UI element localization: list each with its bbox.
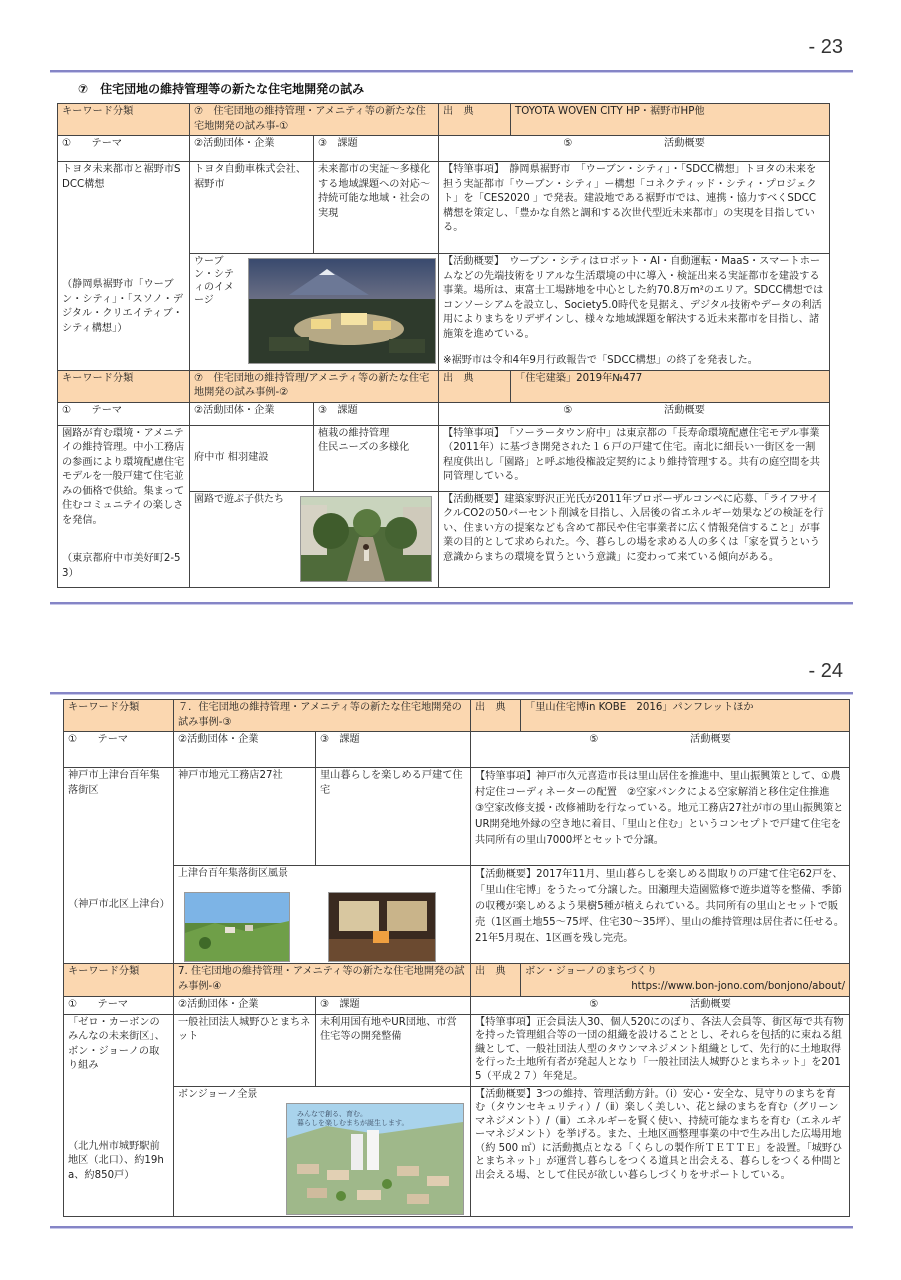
case3-photo-caption: 上津台百年集落街区風景 [178, 868, 288, 879]
page-number: - 24 [808, 660, 843, 682]
case1-activity: 【活動概要】 ウーブン・シティはロボット・AI・自動運転・MaaS・スマートホームなどの先端技術をリアルな生活環境の中に導入・検証出来る実証都市を建設する事業。場所は、東富士工場跡地を中心とした約70.8万m²のエリア。SDCC構想ではコンソーシアムを設立し、Society5.0時代を見据え、デジタル技術やデータの利活用によりまちをリデザインし、様々な地域課題を解決する近未来都市を目指し、諸施策を進めている。 [443, 256, 824, 340]
theme-label: ① テーマ [58, 402, 190, 425]
top-rule [50, 70, 853, 73]
summary-label: ⑤ 活動概要 [439, 136, 830, 162]
keyword-label: キーワード分類 [64, 964, 174, 997]
theme-label: ① テーマ [64, 732, 174, 768]
summary-label: ⑤ 活動概要 [471, 732, 850, 768]
case4-source: ボン・ジョーノのまちづくり [525, 966, 657, 977]
case1-location: （静岡県裾野市「ウーブン・シティ」・「スソノ・デジタル・クリエイティブ・シティ構想」） [62, 279, 184, 334]
source-label: 出 典 [439, 104, 511, 136]
case2-category: ⑦ 住宅団地の維持管理/アメニティ等の新たな住宅地開発の試み事例-② [190, 370, 439, 402]
case2-issue: 植栽の維持管理 住民ニーズの多様化 [314, 425, 439, 491]
case4-photo-cell [174, 1086, 471, 1216]
case3-activity: 【活動概要】2017年11月、里山暮らしを楽しめる間取りの戸建て住宅62戸を、「里山住宅博」をうたって分譲した。田瀬理夫造園監修で遊歩道等を整備、季節の収穫が楽しめるよう果樹5種が植えられている。共同所有の里山とセットで販売（1区画土地55～75坪、住宅30～35坪）、里山の維持管理は居住者に任せる。21年5月現在、1区画を残し完売。 [471, 866, 850, 964]
case1-note: ※裾野市は令和4年9月行政報告で「SDCC構想」の終了を発表した。 [443, 355, 758, 366]
case3-theme-cell [64, 768, 174, 964]
case2-feature: 【特筆事項】 「ソーラータウン府中」は東京都の「長寿命環境配慮住宅モデル事業（2011年）に基づき開発された１６戸の戸建て住宅。南北に細長い一街区を一割程度供出し「園路」と呼ぶ地役権設定契約により維持管理する。共有の庭空間を共同管理している。 [439, 425, 830, 491]
case1-issue: 未来都市の実証～多様化する地域課題への対応～持続可能な地域・社会の実現 [314, 162, 439, 254]
case2-photo-cell [190, 491, 439, 587]
case4-activity: 【活動概要】3つの維持、管理活動方針。（ⅰ）安心・安全な、見守りのまちを育む（タウンセキュリティ）/（ⅱ）楽しく美しい、花と緑のまちを育む（グリーンマネジメント）/（ⅲ）エネルギーを賢く使い、持続可能なまちを育む（エネルギーマネジメント）を挙げる。また、土地区画整理事業の中で生み出した広場用地（約 500 ㎡）に活動拠点となる「くらしの製作所ＴＥＴＴＥ」を設置。「城野ひとまちネット」が運営し暮らしをつくる道具と出会える、暮らしをつくる仲間と出会える場、として住民が欲しい暮らしづくりをサポートしている。 [471, 1086, 850, 1216]
case2-photo-caption: 園路で遊ぶ子供たち [194, 493, 284, 505]
house-interior-image [329, 893, 435, 961]
case3-issue: 里山暮らしを楽しめる戸建て住宅 [316, 768, 471, 866]
case1-theme-cell [58, 162, 190, 371]
actor-label: ②活動団体・企業 [174, 732, 316, 768]
top-rule [50, 692, 853, 695]
actor-label: ②活動団体・企業 [190, 402, 314, 425]
woven-city-image [249, 259, 435, 363]
case4-category: 7. 住宅団地の維持管理・アメニティ等の新たな住宅地開発の試み事例-④ [174, 964, 471, 997]
case2-actor: 府中市 相羽建設 [190, 425, 314, 491]
actor-label: ②活動団体・企業 [190, 136, 314, 162]
case1-photo-cell [190, 254, 439, 371]
section-heading: ⑦ 住宅団地の維持管理等の新たな住宅地開発の試み [78, 82, 365, 96]
case1-feature: 【特筆事項】 静岡県裾野市 「ウーブン・シティ」・「SDCC構想」トヨタの未来を担う実証都市「ウーブン・シティ」ー構想「コネクティッド・シティ・プロジェクト」を「CES2020 」で発表。建設地である裾野市では、連携・協力すべくSDCC構想を策定し、「豊かな自然と調和する次世代型近未来都市」の実現を目指している。 [439, 162, 830, 254]
photo-overlay-line1: みんなで創る、育む。 [297, 1109, 367, 1118]
issue-label: ③ 課題 [314, 136, 439, 162]
case3-feature: 【特筆事項】神戸市久元喜造市長は里山居住を推進中、里山振興策として、①農村定住コーディネーターの配置 ②空家バンクによる空家解消と移住定住推進 ③空家改修支援・改修補助を行なっている。地元工務店27社が市の里山振興策とUR開発地外縁の空き地に着目、「里山と住む」というコンセプトで戸建て住宅を共同所有の里山7000坪とセットで分譲。 [471, 768, 850, 866]
keyword-label: キーワード分類 [58, 370, 190, 402]
case-table-p23 [57, 103, 830, 588]
case-table-p24 [63, 699, 850, 1217]
issue-label: ③ 課題 [314, 402, 439, 425]
summary-label: ⑤ 活動概要 [439, 402, 830, 425]
case4-feature: 【特筆事項】正会員法人30、個人520にのぼり、各法人会員等、街区毎で共有物を持った管理組合等の一団の組織を設けることとし、それらを包括的に束ねる組織として、一般社団法人型のタウンマネジメント組織として、先行的に土地取得を行った土地所有者が発起人となり「一般社団法人城野ひとまちネット」を2015（平成２７）年発足。 [471, 1014, 850, 1086]
case4-photo-caption: ボンジョーノ全景 [178, 1088, 258, 1100]
case3-theme: 神戸市上津台百年集落街区 [68, 770, 160, 796]
theme-label: ① テーマ [64, 997, 174, 1015]
case2-theme: 園路が育む環境・アメニテイの維持管理。中小工務店の参画により環境配慮住宅モデルを一般戸建て住宅並みの価格で供給。集まって住むコミュニテイの楽しさを発信。 [62, 427, 185, 526]
case2-theme-cell [58, 425, 190, 587]
case3-source: 「里山住宅博in KOBE 2016」パンフレットほか [521, 700, 850, 732]
case4-actor: 一般社団法人城野ひとまちネット [174, 1014, 316, 1086]
case2-activity: 【活動概要】建築家野沢正光氏が2011年プロポーザルコンペに応募、「ライフサイクルCO2の50パーセント削減を目指し、入居後の省エネルギー効果などの検証を行い、住まい方の提案なども含めて都民や住宅事業者に広く情報発信すること」が事業の目的として求められた。今、暮らしの場を求める人の多くは「家を買うという意識からまちの環境を買うという意識」に変わって来ている傾向がある。 [439, 491, 830, 587]
case4-location: （北九州市城野駅前地区（北口）、約19ha、約850戸） [68, 1140, 164, 1181]
case4-issue: 未利用国有地やUR団地、市営住宅等の開発整備 [316, 1014, 471, 1086]
case4-source-url[interactable]: https://www.bon-jono.com/bonjono/about/ [631, 980, 846, 992]
theme-label: ① テーマ [58, 136, 190, 162]
case1-theme: トヨタ未来都市と裾野市SDCC構想 [62, 164, 181, 190]
keyword-label: キーワード分類 [64, 700, 174, 732]
bottom-rule [50, 1226, 853, 1229]
garden-path-image [301, 497, 431, 581]
case1-category: ⑦ 住宅団地の維持管理・アメニティ等の新たな住宅地開発の試み事-① [190, 104, 439, 136]
issue-label: ③ 課題 [316, 997, 471, 1015]
source-label: 出 典 [471, 700, 521, 732]
source-label: 出 典 [439, 370, 511, 402]
house-interior-photo [328, 892, 436, 962]
summary-label: ⑤ 活動概要 [471, 997, 850, 1015]
woven-city-photo [248, 258, 436, 364]
case3-category: ７．住宅団地の維持管理・アメニティ等の新たな住宅地開発の試み事例-③ [174, 700, 471, 732]
case3-location: （神戸市北区上津台） [68, 899, 170, 910]
issue-label: ③ 課題 [316, 732, 471, 768]
case1-photo-caption: ウーブン・シティのイメージ [194, 256, 234, 306]
satoyama-landscape-image [185, 893, 289, 961]
keyword-label: キーワード分類 [58, 104, 190, 136]
photo-overlay-line2: 暮らしを楽しむまちが誕生します。 [297, 1118, 409, 1127]
case1-activity-cell [439, 254, 830, 371]
case2-location: （東京都府中市美好町2-53） [62, 553, 181, 579]
case1-actor: トヨタ自動車株式会社、裾野市 [190, 162, 314, 254]
source-label: 出 典 [471, 964, 521, 997]
case3-actor: 神戸市地元工務店27社 [174, 768, 316, 866]
case4-theme: 「ゼロ・カーボンのみんなの未来街区」、ボン・ジョーノの取り組み [68, 1016, 165, 1071]
bottom-rule [50, 602, 853, 605]
case3-photo-cell [174, 866, 471, 964]
actor-label: ②活動団体・企業 [174, 997, 316, 1015]
satoyama-landscape-photo [184, 892, 290, 962]
case4-theme-cell [64, 1014, 174, 1216]
case2-source: 「住宅建築」2019年№477 [511, 370, 830, 402]
case1-source: TOYOTA WOVEN CITY HP・裾野市HP他 [511, 104, 830, 136]
case4-source-cell [521, 964, 850, 997]
page-number: - 23 [808, 36, 843, 58]
bonjono-aerial-image [287, 1104, 463, 1214]
garden-path-photo [300, 496, 432, 582]
bonjono-aerial-photo [286, 1103, 464, 1215]
